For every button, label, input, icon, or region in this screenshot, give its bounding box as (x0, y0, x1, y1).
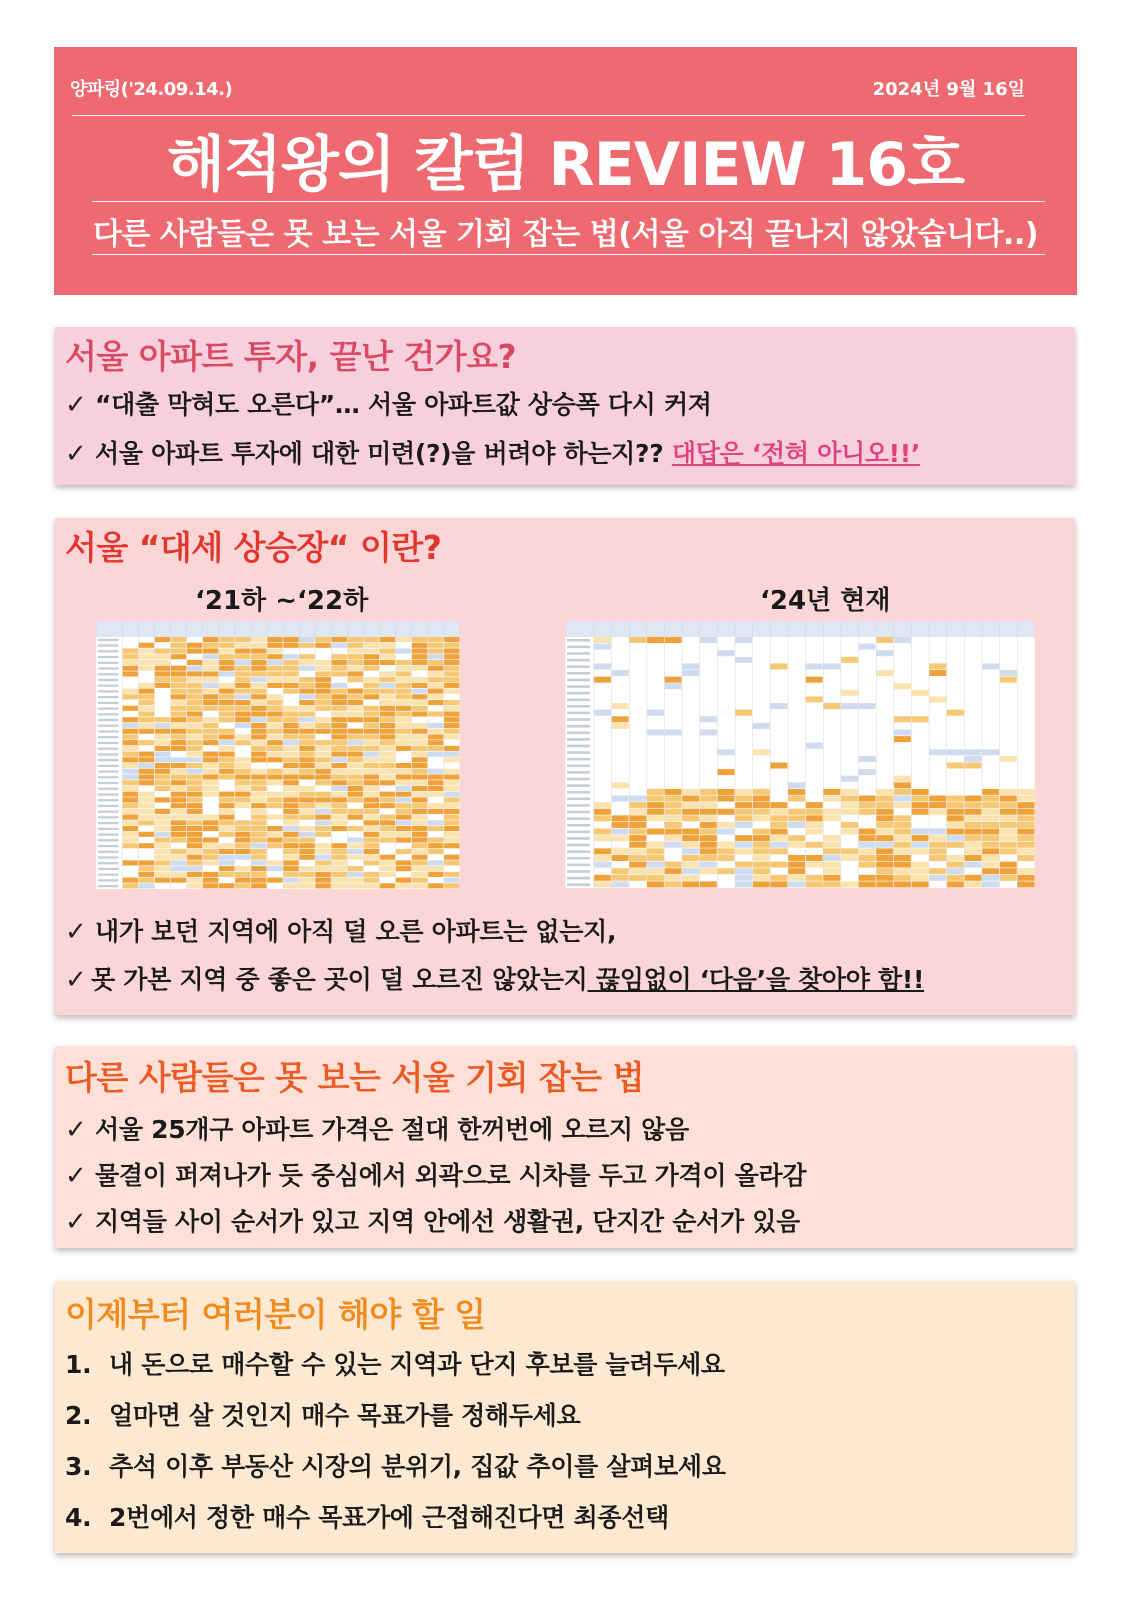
section-title: 서울 “대세 상승장“ 이란? (65, 528, 442, 567)
check-icon: ✓ (65, 965, 87, 995)
list-item: ✓ 내가 보던 지역에 아직 덜 오른 아파트는 없는지, (65, 917, 617, 947)
list-item: ✓ 못 가본 지역 중 좋은 곳이 덜 오르진 않았는지 끊임없이 ‘다음’을 찾아야 함!! (65, 965, 925, 995)
check-icon: ✓ (65, 439, 87, 469)
numbered-item: 2. 얼마면 살 것인지 매수 목표가를 정해두세요 (65, 1401, 581, 1430)
section-todo (55, 1281, 1075, 1553)
list-item: ✓ “대출 막혀도 오른다”… 서울 아파트값 상승폭 다시 커져 (65, 390, 712, 420)
header-divider (92, 201, 1045, 202)
check-icon: ✓ (65, 1115, 87, 1145)
list-item: ✓ 지역들 사이 순서가 있고 지역 안에선 생활권, 단지간 순서가 있음 (65, 1207, 800, 1237)
publish-date: 2024년 9월 16일 (872, 79, 1025, 100)
caption-left: ‘21하 ~‘22하 (195, 586, 369, 616)
section-opportunity-method (55, 1046, 1075, 1248)
check-icon: ✓ (65, 1207, 87, 1237)
list-item: ✓ 서울 25개구 아파트 가격은 절대 한꺼번에 오르지 않음 (65, 1115, 689, 1145)
check-icon: ✓ (65, 1161, 87, 1191)
section-bull-market (55, 518, 1075, 1015)
page-title: 해적왕의 칼럼 REVIEW 16호 (167, 130, 964, 200)
page-subtitle: 다른 사람들은 못 보는 서울 기회 잡는 법(서울 아직 끝나지 않았습니다..) (92, 217, 1039, 252)
list-item: ✓ 서울 아파트 투자에 대한 미련(?)을 버려야 하는지?? 대답은 ‘전혀 아니오!!’ (65, 439, 921, 469)
source-label: 양파링('24.09.14.) (70, 79, 233, 100)
section-title: 다른 사람들은 못 보는 서울 기회 잡는 법 (65, 1058, 644, 1097)
heatmap-table-image-2021-2022 (96, 621, 460, 889)
answer-text: 대답은 ‘전혀 아니오!!’ (671, 439, 921, 468)
emphasis-text: 끊임없이 ‘다음’을 찾아야 함!! (587, 965, 925, 994)
header-divider (92, 254, 1045, 255)
numbered-item: 4. 2번에서 정한 매수 목표가에 근접해진다면 최종선택 (65, 1503, 669, 1532)
heatmap-table-image-2024 (565, 621, 1035, 888)
numbered-item: 3. 추석 이후 부동산 시장의 분위기, 집값 추이를 살펴보세요 (65, 1452, 726, 1481)
header-divider (72, 115, 1025, 116)
check-icon: ✓ (65, 917, 87, 947)
check-icon: ✓ (65, 390, 87, 420)
section-title: 이제부터 여러분이 해야 할 일 (65, 1295, 486, 1334)
numbered-item: 1. 내 돈으로 매수할 수 있는 지역과 단지 후보를 늘려두세요 (65, 1350, 725, 1379)
section-seoul-investment (55, 327, 1075, 485)
caption-right: ‘24년 현재 (760, 586, 891, 616)
section-title: 서울 아파트 투자, 끝난 건가요? (65, 337, 517, 376)
header-banner (54, 47, 1077, 295)
list-item: ✓ 물결이 퍼져나가 듯 중심에서 외곽으로 시차를 두고 가격이 올라감 (65, 1161, 807, 1191)
